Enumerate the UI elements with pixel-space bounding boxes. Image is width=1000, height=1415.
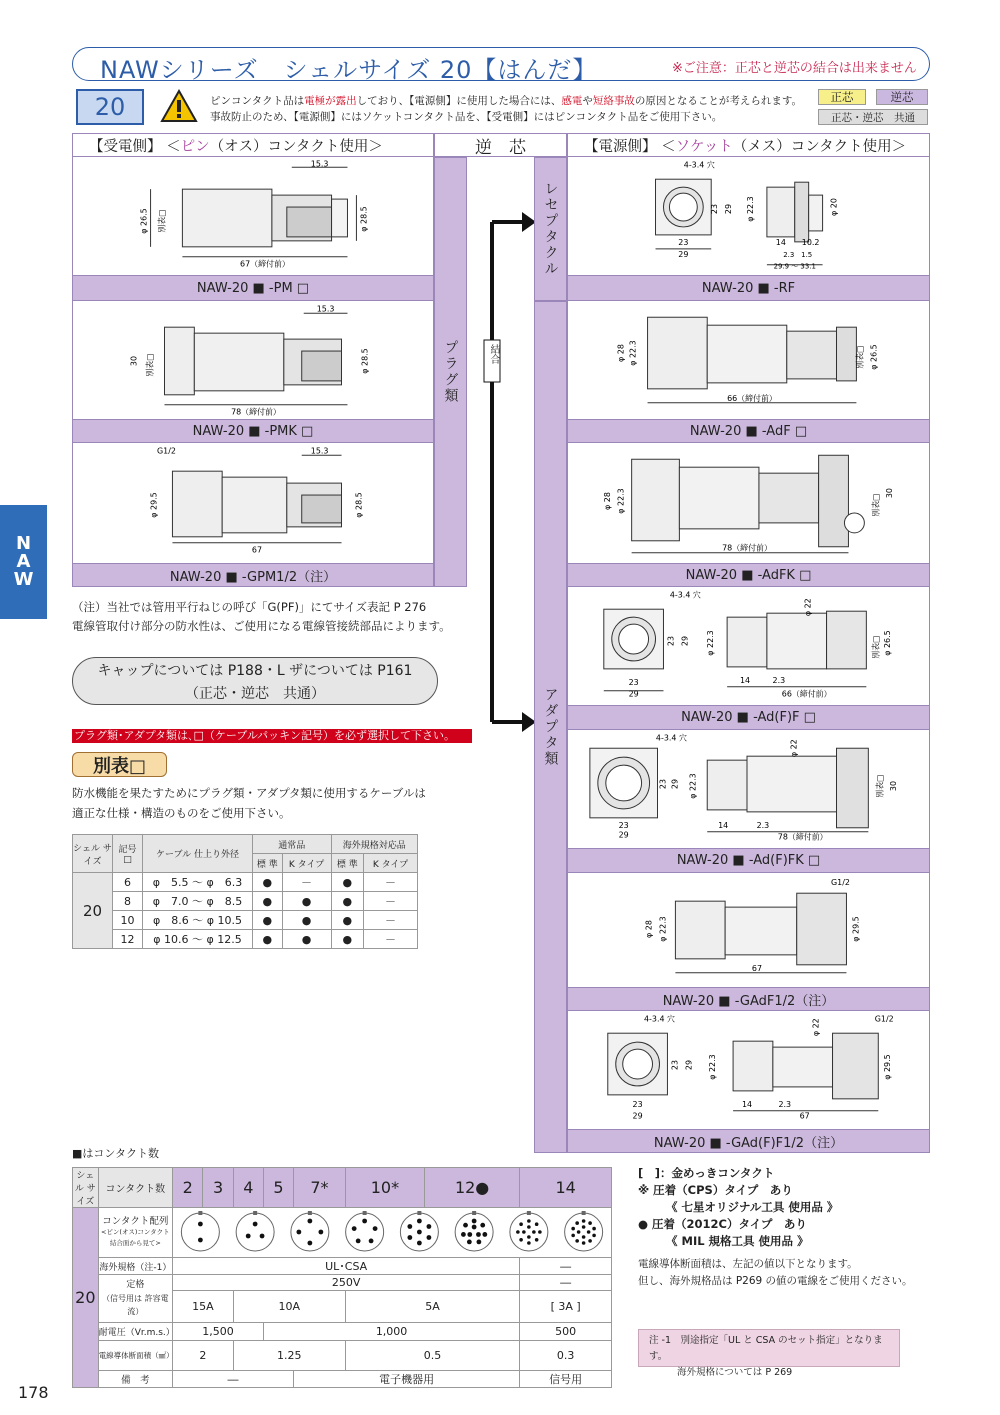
contact-pin: [480, 1223, 485, 1228]
svg-text:φ 22.3: φ 22.3: [628, 340, 638, 366]
contact-pin: [575, 1221, 579, 1225]
svg-text:14: 14: [741, 1099, 753, 1109]
contact-legend: [ ]：金めっきコンタクト ※ 圧着（CPS）タイプ あり 《 七星オリジナル工具 使用品 》 ● 圧着（2012C）タイプ あり 《 MIL 規格工具 使用品 》: [638, 1166, 839, 1248]
contact-pin: [535, 1238, 539, 1242]
svg-text:φ 28: φ 28: [644, 920, 654, 938]
svg-text:78（締付前）: 78（締付前）: [722, 543, 772, 553]
key-mark: [308, 1211, 312, 1215]
svg-text:14: 14: [775, 237, 786, 247]
contact-pin: [467, 1240, 472, 1245]
svg-text:30: 30: [129, 355, 139, 367]
svg-text:23: 23: [710, 203, 720, 215]
svg-text:29: 29: [670, 778, 680, 790]
shell-size-box: 20: [76, 89, 144, 125]
page-number: 178: [18, 1383, 49, 1402]
caption-rf: NAW-20 ■ -RF: [567, 275, 930, 301]
mating-label: 結合: [488, 344, 499, 364]
drawing-pm: [73, 157, 433, 275]
svg-text:67（締付前）: 67（締付前）: [240, 259, 290, 269]
contact-pin: [527, 1225, 531, 1229]
contact-pin: [571, 1234, 575, 1238]
svg-text:φ 26.5: φ 26.5: [139, 208, 149, 234]
figure-gadf: [567, 873, 930, 987]
key-mark: [472, 1211, 476, 1215]
contact-table: シェル サイズ コンタクト数 2 3 4 5 7* 10* 12● 14 20 コンタクト配列 <ピン(オス)コンタクト 結合面から見て> 海外規格（注-1） UL･CSA ― 定格 （信号用は 許容電流） 250V ― 15A 10A 5A [ 3A ] 耐電圧（Vr.m.s.） 1,500 1,000 500 電線導体断面積（㎟） 2 1.25 0.5 0.3 備 考 ― 電子機器用 信号用: [72, 1167, 612, 1388]
contact-pin: [246, 1234, 251, 1239]
contact-pin: [427, 1224, 432, 1229]
svg-text:67: 67: [751, 963, 763, 973]
contact-pin: [417, 1241, 422, 1246]
key-mark: [253, 1211, 257, 1215]
cable-table: シェル サイズ 記号 □ ケーブル 仕上り外径 通常品 海外規格対応品 標 準 K タイプ 標 準 K タイプ 20 6 φ 5.5 ～ φ 6.3 ● － ● － 8 φ 7.0 ～ φ 8.5 ● ● ● － 10 φ 8.6 ～ φ 10.5 ● ● ● － 12 φ 10.6 ～ φ 12.5 ● ● ● －: [72, 834, 418, 949]
svg-text:1.5: 1.5: [801, 250, 813, 259]
contact-pin: [519, 1238, 523, 1242]
svg-text:2.3: 2.3: [783, 250, 795, 259]
svg-text:29.9 ～ 33.1: 29.9 ～ 33.1: [773, 262, 816, 271]
svg-text:67: 67: [251, 545, 263, 555]
svg-text:別表□: 別表□: [157, 209, 167, 233]
contact-pin: [519, 1222, 523, 1226]
contact-layout-diagrams: [173, 1208, 611, 1254]
caption-adfk: NAW-20 ■ -AdFK □: [567, 563, 930, 587]
table-row: 20 6 φ 5.5 ～ φ 6.3 ● － ● －: [73, 873, 418, 892]
svg-text:別表□: 別表□: [855, 345, 865, 369]
svg-text:G1/2: G1/2: [831, 878, 850, 888]
svg-text:23: 23: [678, 237, 689, 247]
svg-text:4-3.4 穴: 4-3.4 穴: [643, 1014, 675, 1024]
caption-gadff: NAW-20 ■ -GAd(F)F1/2（注）: [567, 1129, 930, 1153]
contact-pin: [253, 1222, 258, 1227]
badge-common: 正芯・逆芯 共通: [818, 109, 928, 125]
mating-arrows: [466, 200, 536, 740]
contact-pin: [369, 1238, 374, 1243]
svg-text:29: 29: [618, 830, 629, 840]
svg-text:2.3: 2.3: [772, 675, 786, 685]
contact-pin: [463, 1223, 468, 1228]
svg-text:φ 26.5: φ 26.5: [883, 630, 893, 656]
receptacle-label: レセプタクル: [534, 157, 567, 301]
figure-gadff: [567, 1011, 930, 1129]
svg-text:φ 28.5: φ 28.5: [354, 492, 364, 518]
svg-text:66（締付前）: 66（締付前）: [727, 393, 777, 403]
svg-text:φ 28.5: φ 28.5: [359, 206, 369, 232]
svg-text:23: 23: [632, 1099, 643, 1109]
svg-text:2.3: 2.3: [778, 1099, 792, 1109]
svg-text:φ 20: φ 20: [829, 198, 839, 216]
contact-pin: [522, 1230, 526, 1234]
contact-pin: [296, 1230, 301, 1235]
drawing-gadf: [568, 873, 929, 987]
svg-text:φ 22.3: φ 22.3: [706, 630, 716, 656]
svg-text:φ 22.3: φ 22.3: [708, 1054, 718, 1080]
contact-pin: [427, 1235, 432, 1240]
contact-pin: [577, 1230, 581, 1234]
svg-text:10.2: 10.2: [801, 237, 820, 247]
contact-count-caption: ■はコンタクト数: [72, 1147, 159, 1160]
contact-pin: [587, 1230, 591, 1234]
contact-pin: [571, 1227, 575, 1231]
svg-text:29: 29: [628, 689, 639, 699]
svg-text:23: 23: [628, 677, 639, 687]
contact-pin: [588, 1221, 592, 1225]
contact-pin: [307, 1219, 312, 1224]
contact-pin: [476, 1240, 481, 1245]
svg-text:G1/2: G1/2: [874, 1014, 894, 1024]
contact-pin: [356, 1238, 361, 1243]
svg-text:30: 30: [889, 780, 899, 792]
drawing-adff: [568, 587, 929, 705]
contact-pin: [535, 1222, 539, 1226]
contact-pin: [417, 1230, 422, 1235]
thread-note: （注）当社では管用平行ねじの呼び「G(PF)」にてサイズ表記 P 276 電線管取付け部分の防水性は、ご使用になる電線管接続部品によります。: [72, 600, 451, 633]
contact-pin: [575, 1239, 579, 1243]
key-mark: [198, 1211, 202, 1215]
key-mark: [363, 1211, 367, 1215]
overseas-standard-note: 注 -1 別途指定「UL と CSA のセット指定」となります。 海外規格については P 269: [638, 1329, 900, 1367]
svg-text:15.3: 15.3: [310, 446, 329, 456]
beppyo-badge: 別表□: [72, 752, 167, 777]
contact-pin: [476, 1232, 481, 1237]
svg-text:φ 22: φ 22: [803, 598, 813, 617]
svg-text:4-3.4 穴: 4-3.4 穴: [655, 733, 687, 743]
contact-pin: [198, 1222, 203, 1227]
contact-pin: [527, 1219, 531, 1223]
svg-text:66（締付前）: 66（締付前）: [781, 689, 832, 699]
cap-reference: キャップについては P188・L ザについては P161 （正芯・逆芯 共通）: [72, 657, 438, 705]
figure-rf: [567, 157, 930, 275]
drawing-adffk: [568, 730, 929, 848]
svg-text:G1/2: G1/2: [157, 446, 176, 456]
svg-text:23: 23: [658, 778, 668, 790]
contact-layout-circle: [510, 1213, 548, 1251]
contact-layout-circle: [565, 1213, 603, 1251]
svg-text:15.3: 15.3: [310, 159, 329, 169]
svg-text:φ 28: φ 28: [602, 492, 612, 510]
series-tab: N A W: [0, 505, 47, 619]
contact-pin: [582, 1235, 586, 1239]
contact-pin: [516, 1230, 520, 1234]
contact-pin: [482, 1232, 487, 1237]
contact-pin: [582, 1241, 586, 1245]
table-row: 10 φ 8.6 ～ φ 10.5 ● ● ● －: [73, 911, 418, 930]
power-side-header: 【電源側】 ＜ ソケット （メス）コンタクト使用＞: [567, 133, 930, 157]
contact-pin: [461, 1232, 466, 1237]
compatibility-notice: ※ご注意：正芯と逆芯の結合は出来ません: [672, 61, 917, 76]
svg-text:78（締付前）: 78（締付前）: [231, 407, 281, 417]
figure-gpm: [72, 443, 434, 563]
svg-text:29: 29: [632, 1111, 643, 1121]
contact-pin: [532, 1230, 536, 1234]
svg-text:29: 29: [684, 1059, 694, 1071]
caption-pmk: NAW-20 ■ -PMK □: [72, 419, 434, 443]
figure-pmk: [72, 301, 434, 419]
contact-pin: [352, 1226, 357, 1231]
contact-pin: [407, 1235, 412, 1240]
svg-text:29: 29: [724, 203, 734, 215]
svg-text:別表□: 別表□: [871, 635, 881, 659]
key-mark: [582, 1211, 586, 1215]
drawing-gpm: [73, 443, 433, 563]
svg-text:23: 23: [618, 820, 629, 830]
svg-text:78（締付前）: 78（締付前）: [777, 832, 828, 842]
svg-text:φ 28.5: φ 28.5: [360, 348, 370, 374]
contact-pin: [362, 1219, 367, 1224]
svg-text:29: 29: [680, 635, 690, 647]
figure-adfk: [567, 443, 930, 563]
contact-pin: [527, 1241, 531, 1245]
figure-pm: [72, 157, 434, 275]
svg-text:φ 22.3: φ 22.3: [745, 196, 755, 222]
cable-note: 防水機能を果たすためにプラグ類・アダプタ類に使用するケーブルは 適正な仕様・構造のものをご使用下さい。: [72, 786, 426, 820]
svg-text:φ 22.3: φ 22.3: [658, 916, 668, 942]
svg-text:φ 22.3: φ 22.3: [616, 488, 626, 514]
contact-pin: [260, 1234, 265, 1239]
warning-text: ピンコンタクト品は電極が露出しており、【電源側】に使用した場合には、感電や短絡事故の原因となることが考えられます。 事故防止のため、【電源側】にはソケットコンタクト品を、【受電側】にはピンコンタクト品をご使用下さい。: [210, 95, 803, 123]
warning-icon: [160, 89, 198, 123]
svg-text:φ 22: φ 22: [789, 739, 799, 758]
contact-pin: [527, 1235, 531, 1239]
key-mark: [527, 1211, 531, 1215]
badge-seishin: 正芯: [818, 89, 866, 105]
contact-pin: [417, 1219, 422, 1224]
table-row: 8 φ 7.0 ～ φ 8.5 ● ● ● －: [73, 892, 418, 911]
svg-text:別表□: 別表□: [871, 493, 881, 517]
plug-label: プラグ類: [434, 157, 467, 587]
selection-warning: プラグ類･アダプタ類は､□（ケーブルパッキン記号）を必ず選択して下さい｡: [72, 729, 472, 743]
contact-layout-circle: [181, 1213, 219, 1251]
table-row: 12 φ 10.6 ～ φ 12.5 ● ● ● －: [73, 930, 418, 949]
caption-pm: NAW-20 ■ -PM □: [72, 275, 434, 301]
contact-pin: [472, 1219, 477, 1224]
wire-area-note: 電線導体断面積は、左記の値以下となります。 但し、海外規格品は P269 の値の電線をご使用ください。: [638, 1258, 913, 1287]
contact-pin: [467, 1232, 472, 1237]
contact-pin: [307, 1241, 312, 1246]
svg-text:23: 23: [670, 1059, 680, 1071]
contact-pin: [582, 1219, 586, 1223]
caption-gadf: NAW-20 ■ -GAdF1/2（注）: [567, 987, 930, 1011]
contact-pin: [582, 1225, 586, 1229]
contact-pin: [373, 1226, 378, 1231]
contact-pin: [538, 1230, 542, 1234]
svg-text:φ 22.3: φ 22.3: [688, 773, 698, 799]
drawing-pmk: [73, 301, 433, 419]
adapter-label: アダプタ類: [534, 301, 567, 1153]
contact-pin: [592, 1227, 596, 1231]
svg-text:4-3.4 穴: 4-3.4 穴: [683, 160, 715, 170]
badge-gyakushin: 逆芯: [876, 89, 928, 105]
svg-text:14: 14: [739, 675, 751, 685]
svg-text:φ 29.5: φ 29.5: [883, 1054, 893, 1080]
svg-text:67: 67: [799, 1111, 810, 1121]
caption-adf: NAW-20 ■ -AdF □: [567, 419, 930, 443]
contact-pin: [472, 1225, 477, 1230]
key-mark: [417, 1211, 421, 1215]
figure-adf: [567, 301, 930, 419]
svg-text:φ 26.5: φ 26.5: [869, 344, 879, 370]
svg-text:23: 23: [666, 635, 676, 647]
svg-text:別表□: 別表□: [145, 353, 155, 377]
contact-pin: [407, 1224, 412, 1229]
drawing-adf: [568, 301, 929, 419]
svg-text:14: 14: [718, 820, 729, 830]
drawing-gadff: [568, 1011, 929, 1129]
svg-text:30: 30: [885, 488, 895, 499]
figure-adff: [567, 587, 930, 705]
contact-pin: [198, 1238, 203, 1243]
caption-gpm: NAW-20 ■ -GPM1/2（注）: [72, 563, 434, 587]
reverse-core-header: 逆 芯: [434, 133, 567, 157]
svg-text:4-3.4 穴: 4-3.4 穴: [669, 590, 701, 600]
caption-adffk: NAW-20 ■ -Ad(F)FK □: [567, 848, 930, 873]
svg-text:29: 29: [678, 249, 689, 259]
svg-text:別表□: 別表□: [875, 774, 885, 798]
contact-layout-circle: [236, 1213, 274, 1251]
drawing-adfk: [568, 443, 929, 563]
caption-adff: NAW-20 ■ -Ad(F)F □: [567, 705, 930, 730]
svg-text:15.3: 15.3: [316, 304, 335, 314]
svg-text:φ 29.5: φ 29.5: [149, 492, 159, 518]
svg-text:φ 28: φ 28: [616, 344, 626, 362]
svg-text:φ 29.5: φ 29.5: [851, 916, 861, 942]
contact-pin: [588, 1239, 592, 1243]
contact-pin: [318, 1230, 323, 1235]
svg-text:φ 22: φ 22: [811, 1018, 821, 1037]
svg-text:2.3: 2.3: [756, 820, 770, 830]
drawing-rf: [568, 157, 929, 275]
contact-pin: [592, 1234, 596, 1238]
page-title: NAWシリーズ シェルサイズ 20【はんだ】: [100, 56, 598, 84]
receiving-side-header: 【受電側】 ＜ ピン （オス）コンタクト使用＞: [72, 133, 434, 157]
figure-adffk: [567, 730, 930, 848]
